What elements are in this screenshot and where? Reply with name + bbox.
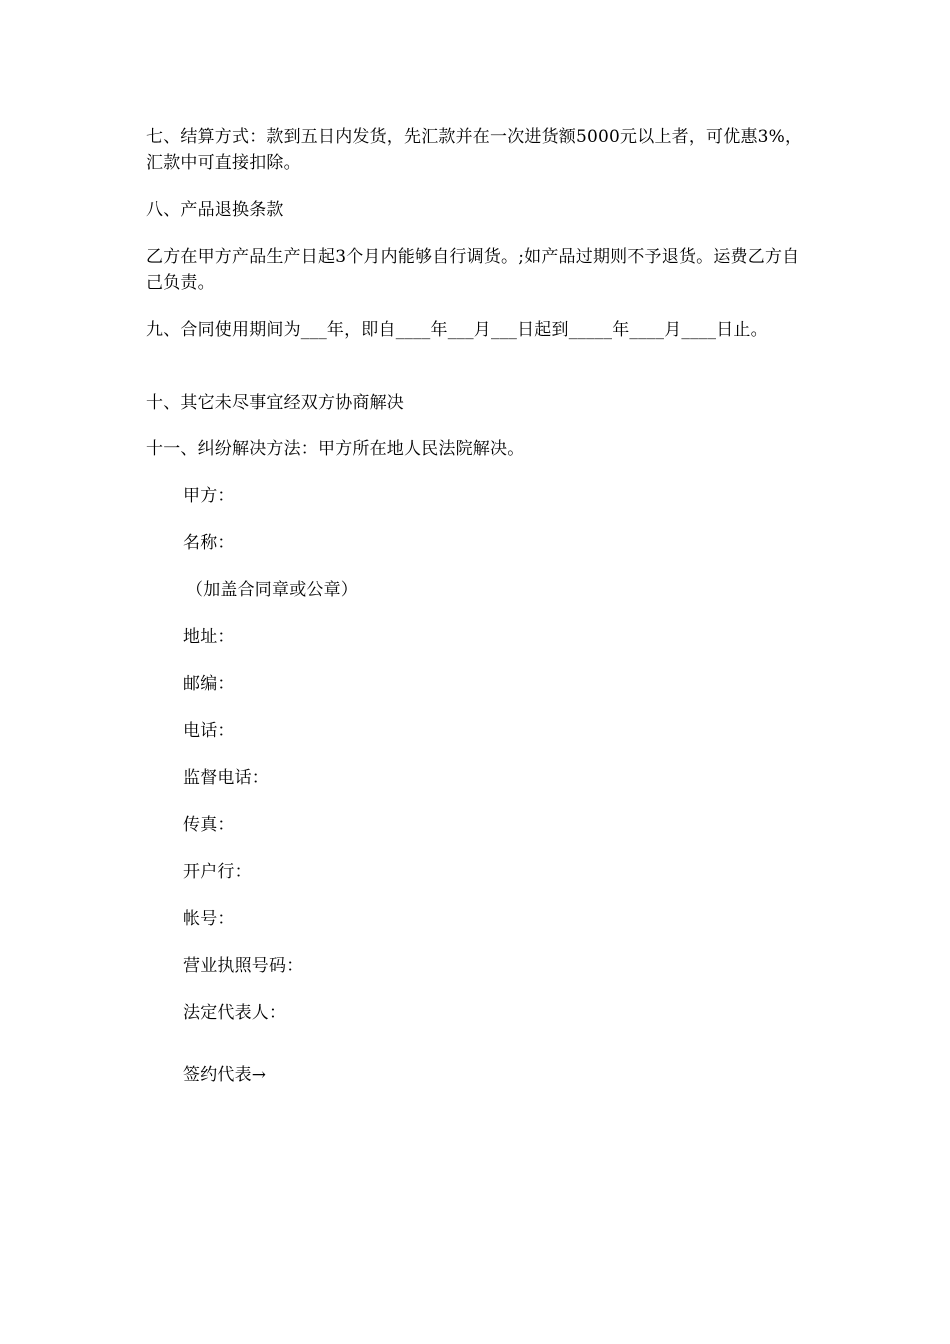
party-a-postcode-label: 邮编： — [183, 674, 235, 694]
clause-8-title: 八、产品退换条款 — [146, 200, 284, 220]
clause-10: 十、其它未尽事宜经双方协商解决 — [146, 393, 404, 413]
party-a-bank-label: 开户行： — [183, 862, 252, 882]
party-a-label: 甲方： — [183, 486, 235, 506]
party-a-signing-rep-label: 签约代表→ — [183, 1065, 267, 1085]
party-a-fax-label: 传真： — [183, 815, 235, 835]
party-a-name-label: 名称： — [183, 533, 235, 553]
party-a-account-label: 帐号： — [183, 909, 235, 929]
party-a-seal-note: （加盖合同章或公章） — [186, 580, 358, 600]
party-a-legal-rep-label: 法定代表人： — [183, 1003, 287, 1023]
party-a-address-label: 地址： — [183, 627, 235, 647]
clause-8-body: 乙方在甲方产品生产日起3个月内能够自行调货。;如产品过期则不予退货。运费乙方自己负责。 — [146, 247, 800, 293]
party-a-supervision-phone-label: 监督电话： — [183, 768, 269, 788]
clause-9-term: 九、合同使用期间为___年，即自____年___月___日起到_____年____月____日止。 — [146, 320, 768, 340]
party-a-phone-label: 电话： — [183, 721, 235, 741]
clause-11-dispute: 十一、纠纷解决方法：甲方所在地人民法院解决。 — [146, 439, 525, 459]
clause-7-settlement: 七、结算方式：款到五日内发货，先汇款并在一次进货额5000元以上者，可优惠3%，汇款中可直接扣除。 — [146, 127, 803, 173]
party-a-license-label: 营业执照号码： — [183, 956, 304, 976]
